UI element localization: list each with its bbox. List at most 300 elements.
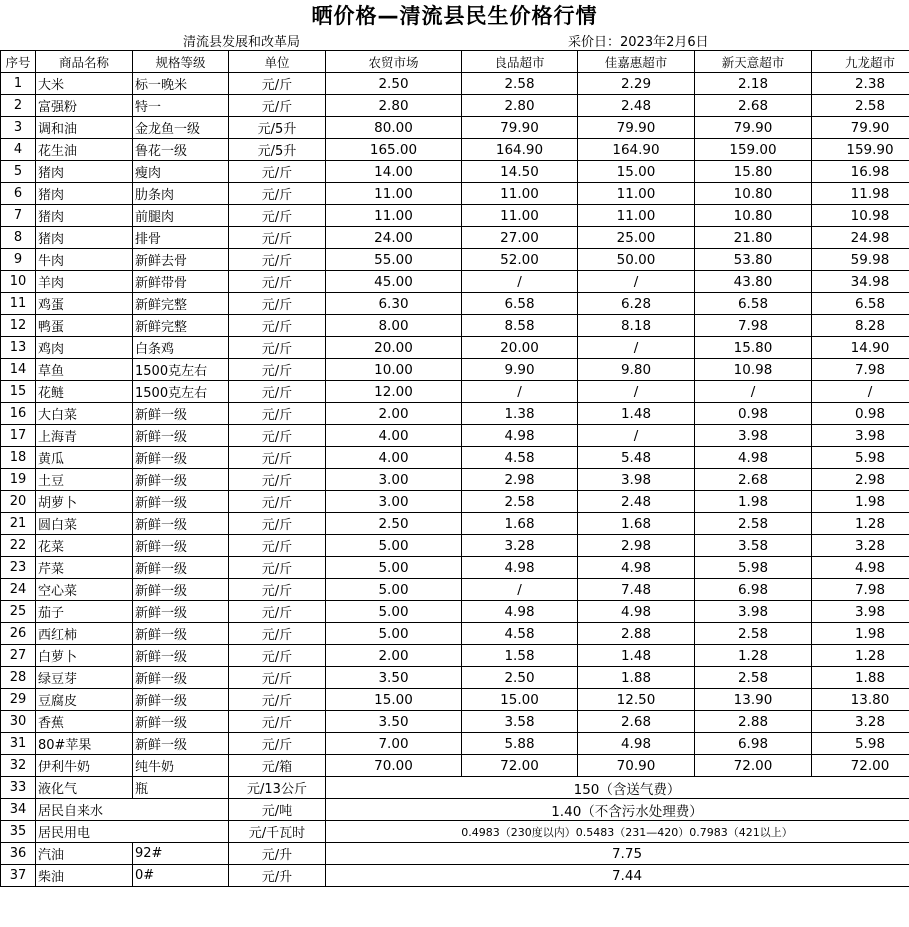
item-unit: 元/斤 xyxy=(229,469,326,491)
price-cell: 2.98 xyxy=(812,469,909,491)
table-row xyxy=(1,117,909,139)
row-number: 23 xyxy=(1,557,36,579)
price-cell: 9.90 xyxy=(462,359,578,381)
item-unit: 元/5升 xyxy=(229,117,326,139)
price-cell: 59.98 xyxy=(812,249,909,271)
row-number: 33 xyxy=(1,777,36,799)
item-name: 大米 xyxy=(36,73,133,95)
price-cell: 14.50 xyxy=(462,161,578,183)
price-cell: 4.00 xyxy=(326,425,462,447)
item-name: 大白菜 xyxy=(36,403,133,425)
item-name: 富强粉 xyxy=(36,95,133,117)
item-name: 液化气 xyxy=(36,777,133,799)
header-unit: 单位 xyxy=(229,51,326,73)
price-cell: 10.98 xyxy=(695,359,812,381)
price-cell: 2.58 xyxy=(812,95,909,117)
item-unit: 元/斤 xyxy=(229,623,326,645)
price-cell: 15.00 xyxy=(462,689,578,711)
page-title: 晒价格—清流县民生价格行情 xyxy=(311,4,598,28)
price-cell: 3.28 xyxy=(812,535,909,557)
item-spec: 新鲜一级 xyxy=(133,711,229,733)
price-cell: 6.58 xyxy=(695,293,812,315)
price-cell: 11.00 xyxy=(578,183,695,205)
price-cell: / xyxy=(462,381,578,403)
price-cell: 7.98 xyxy=(695,315,812,337)
price-cell: / xyxy=(578,381,695,403)
row-number: 36 xyxy=(1,843,36,865)
table-row xyxy=(1,425,909,447)
item-spec: 新鲜带骨 xyxy=(133,271,229,293)
price-cell: 11.98 xyxy=(812,183,909,205)
price-cell: 2.58 xyxy=(695,623,812,645)
price-cell: 165.00 xyxy=(326,139,462,161)
price-cell: 159.90 xyxy=(812,139,909,161)
row-number: 18 xyxy=(1,447,36,469)
table-row xyxy=(1,95,909,117)
row-number: 7 xyxy=(1,205,36,227)
table-row xyxy=(1,227,909,249)
item-unit: 元/斤 xyxy=(229,491,326,513)
table-row xyxy=(1,403,909,425)
price-cell: / xyxy=(462,271,578,293)
price-cell: 55.00 xyxy=(326,249,462,271)
item-unit: 元/斤 xyxy=(229,513,326,535)
price-cell: 2.68 xyxy=(695,95,812,117)
item-unit: 元/斤 xyxy=(229,381,326,403)
subheader xyxy=(0,30,909,50)
item-unit: 元/斤 xyxy=(229,711,326,733)
price-cell: 5.48 xyxy=(578,447,695,469)
item-spec: 新鲜一级 xyxy=(133,557,229,579)
item-spec: 0# xyxy=(133,865,229,887)
price-cell: 2.68 xyxy=(695,469,812,491)
row-number: 11 xyxy=(1,293,36,315)
price-cell: 4.98 xyxy=(812,557,909,579)
price-cell: 11.00 xyxy=(578,205,695,227)
price-cell: 70.90 xyxy=(578,755,695,777)
item-unit: 元/斤 xyxy=(229,601,326,623)
item-name: 伊利牛奶 xyxy=(36,755,133,777)
merged-price-cell: 7.75 xyxy=(326,843,909,865)
item-name: 花生油 xyxy=(36,139,133,161)
price-cell: 20.00 xyxy=(326,337,462,359)
table-row xyxy=(1,579,909,601)
price-cell: 2.18 xyxy=(695,73,812,95)
item-name: 上海青 xyxy=(36,425,133,447)
row-number: 30 xyxy=(1,711,36,733)
price-cell: 5.00 xyxy=(326,601,462,623)
price-cell: 2.88 xyxy=(578,623,695,645)
price-cell: 2.58 xyxy=(462,73,578,95)
item-name: 空心菜 xyxy=(36,579,133,601)
item-spec: 新鲜一级 xyxy=(133,601,229,623)
item-spec: 新鲜一级 xyxy=(133,469,229,491)
row-number: 25 xyxy=(1,601,36,623)
header-market: 农贸市场 xyxy=(326,51,462,73)
item-spec: 特一 xyxy=(133,95,229,117)
price-cell: 7.98 xyxy=(812,579,909,601)
item-unit: 元/斤 xyxy=(229,315,326,337)
price-cell: 1.28 xyxy=(812,513,909,535)
table-row xyxy=(1,733,909,755)
item-name: 芹菜 xyxy=(36,557,133,579)
item-unit: 元/斤 xyxy=(229,249,326,271)
price-cell: 2.80 xyxy=(326,95,462,117)
table-row xyxy=(1,689,909,711)
row-number: 34 xyxy=(1,799,36,821)
price-cell: 10.98 xyxy=(812,205,909,227)
price-cell: 10.80 xyxy=(695,205,812,227)
price-cell: 15.80 xyxy=(695,337,812,359)
price-cell: 5.98 xyxy=(812,447,909,469)
item-spec: 鲁花一级 xyxy=(133,139,229,161)
price-cell: 1.68 xyxy=(462,513,578,535)
row-number: 10 xyxy=(1,271,36,293)
item-unit: 元/升 xyxy=(229,843,326,865)
price-cell: 11.00 xyxy=(326,205,462,227)
table-row xyxy=(1,711,909,733)
price-cell: 8.18 xyxy=(578,315,695,337)
price-cell: 8.28 xyxy=(812,315,909,337)
row-number: 14 xyxy=(1,359,36,381)
item-name: 圆白菜 xyxy=(36,513,133,535)
row-number: 8 xyxy=(1,227,36,249)
item-unit: 元/斤 xyxy=(229,579,326,601)
item-unit: 元/斤 xyxy=(229,689,326,711)
item-name: 土豆 xyxy=(36,469,133,491)
item-spec: 新鲜一级 xyxy=(133,491,229,513)
table-row xyxy=(1,469,909,491)
table-row xyxy=(1,777,909,799)
row-number: 3 xyxy=(1,117,36,139)
price-cell: 2.00 xyxy=(326,403,462,425)
item-spec: 新鲜一级 xyxy=(133,425,229,447)
price-cell: 20.00 xyxy=(462,337,578,359)
price-cell: 11.00 xyxy=(462,205,578,227)
item-spec: 标一晚米 xyxy=(133,73,229,95)
merged-price-cell: 7.44 xyxy=(326,865,909,887)
price-cell: 5.00 xyxy=(326,535,462,557)
table-row xyxy=(1,645,909,667)
price-cell: 4.58 xyxy=(462,623,578,645)
price-cell: 70.00 xyxy=(326,755,462,777)
row-number: 20 xyxy=(1,491,36,513)
price-cell: 4.98 xyxy=(695,447,812,469)
price-cell: / xyxy=(812,381,909,403)
row-number: 9 xyxy=(1,249,36,271)
price-cell: 10.80 xyxy=(695,183,812,205)
price-cell: 3.98 xyxy=(695,425,812,447)
price-cell: / xyxy=(578,425,695,447)
row-number: 17 xyxy=(1,425,36,447)
item-spec: 1500克左右 xyxy=(133,381,229,403)
item-name: 茄子 xyxy=(36,601,133,623)
price-cell: 3.58 xyxy=(462,711,578,733)
item-unit: 元/斤 xyxy=(229,535,326,557)
price-cell: 12.50 xyxy=(578,689,695,711)
price-cell: 72.00 xyxy=(695,755,812,777)
item-name: 牛肉 xyxy=(36,249,133,271)
table-row xyxy=(1,359,909,381)
item-unit: 元/斤 xyxy=(229,183,326,205)
item-name: 居民自来水 xyxy=(36,799,229,821)
price-cell: 3.98 xyxy=(812,601,909,623)
row-number: 35 xyxy=(1,821,36,843)
price-cell: 3.98 xyxy=(578,469,695,491)
price-cell: 14.00 xyxy=(326,161,462,183)
price-cell: 43.80 xyxy=(695,271,812,293)
table-header-row xyxy=(1,51,909,73)
row-number: 24 xyxy=(1,579,36,601)
price-cell: 1.38 xyxy=(462,403,578,425)
price-cell: 3.28 xyxy=(462,535,578,557)
item-name: 草鱼 xyxy=(36,359,133,381)
price-cell: 53.80 xyxy=(695,249,812,271)
price-cell: 0.98 xyxy=(812,403,909,425)
merged-price-cell: 0.4983（230度以内）0.5483（231—420）0.7983（421以上） xyxy=(326,821,909,843)
item-name: 绿豆芽 xyxy=(36,667,133,689)
price-cell: 4.98 xyxy=(462,425,578,447)
item-unit: 元/斤 xyxy=(229,205,326,227)
price-cell: 164.90 xyxy=(578,139,695,161)
table-row xyxy=(1,557,909,579)
table-row xyxy=(1,865,909,887)
price-cell: 9.80 xyxy=(578,359,695,381)
price-cell: 4.58 xyxy=(462,447,578,469)
price-cell: 2.50 xyxy=(326,513,462,535)
price-cell: 1.98 xyxy=(812,491,909,513)
item-name: 柴油 xyxy=(36,865,133,887)
row-number: 6 xyxy=(1,183,36,205)
price-cell: 3.98 xyxy=(695,601,812,623)
price-cell: 1.88 xyxy=(578,667,695,689)
item-name: 居民用电 xyxy=(36,821,229,843)
row-number: 29 xyxy=(1,689,36,711)
table-row xyxy=(1,293,909,315)
price-cell: 1.68 xyxy=(578,513,695,535)
item-name: 猪肉 xyxy=(36,161,133,183)
merged-price-cell: 150（含送气费） xyxy=(326,777,909,799)
table-row xyxy=(1,73,909,95)
price-cell: 2.68 xyxy=(578,711,695,733)
item-name: 猪肉 xyxy=(36,205,133,227)
item-spec: 新鲜一级 xyxy=(133,689,229,711)
item-spec: 新鲜一级 xyxy=(133,645,229,667)
item-unit: 元/斤 xyxy=(229,95,326,117)
item-spec: 新鲜一级 xyxy=(133,667,229,689)
table-row xyxy=(1,755,909,777)
price-cell: 10.00 xyxy=(326,359,462,381)
collection-date: 采价日：2023年2月6日 xyxy=(568,35,709,50)
price-cell: 5.88 xyxy=(462,733,578,755)
price-cell: 3.28 xyxy=(812,711,909,733)
item-name: 西红柿 xyxy=(36,623,133,645)
price-cell: 16.98 xyxy=(812,161,909,183)
item-spec: 1500克左右 xyxy=(133,359,229,381)
price-cell: 24.98 xyxy=(812,227,909,249)
row-number: 31 xyxy=(1,733,36,755)
price-cell: 25.00 xyxy=(578,227,695,249)
table-row xyxy=(1,315,909,337)
price-cell: 12.00 xyxy=(326,381,462,403)
table-row xyxy=(1,491,909,513)
item-name: 白萝卜 xyxy=(36,645,133,667)
price-cell: / xyxy=(695,381,812,403)
header-jiulong: 九龙超市 xyxy=(812,51,909,73)
price-cell: 4.98 xyxy=(578,557,695,579)
item-unit: 元/斤 xyxy=(229,359,326,381)
price-cell: 1.48 xyxy=(578,403,695,425)
item-unit: 元/斤 xyxy=(229,645,326,667)
price-cell: 34.98 xyxy=(812,271,909,293)
price-cell: 72.00 xyxy=(462,755,578,777)
row-number: 32 xyxy=(1,755,36,777)
price-cell: 1.58 xyxy=(462,645,578,667)
price-cell: 5.00 xyxy=(326,623,462,645)
item-name: 花菜 xyxy=(36,535,133,557)
price-cell: 6.58 xyxy=(462,293,578,315)
price-cell: 2.38 xyxy=(812,73,909,95)
item-unit: 元/斤 xyxy=(229,733,326,755)
row-number: 22 xyxy=(1,535,36,557)
price-cell: 1.98 xyxy=(812,623,909,645)
item-name: 羊肉 xyxy=(36,271,133,293)
table-row xyxy=(1,249,909,271)
item-name: 猪肉 xyxy=(36,227,133,249)
table-row xyxy=(1,205,909,227)
price-cell: 5.98 xyxy=(695,557,812,579)
item-spec: 前腿肉 xyxy=(133,205,229,227)
price-cell: 6.98 xyxy=(695,579,812,601)
item-spec: 金龙鱼一级 xyxy=(133,117,229,139)
item-spec: 瘦肉 xyxy=(133,161,229,183)
price-cell: 8.58 xyxy=(462,315,578,337)
table-row xyxy=(1,447,909,469)
item-unit: 元/千瓦时 xyxy=(229,821,326,843)
price-cell: 1.88 xyxy=(812,667,909,689)
item-unit: 元/斤 xyxy=(229,667,326,689)
price-cell: 2.58 xyxy=(695,513,812,535)
price-cell: 2.00 xyxy=(326,645,462,667)
item-spec: 新鲜一级 xyxy=(133,733,229,755)
row-number: 19 xyxy=(1,469,36,491)
price-cell: 1.98 xyxy=(695,491,812,513)
item-spec: 新鲜一级 xyxy=(133,447,229,469)
price-cell: 2.80 xyxy=(462,95,578,117)
item-unit: 元/斤 xyxy=(229,227,326,249)
price-cell: 6.98 xyxy=(695,733,812,755)
item-unit: 元/斤 xyxy=(229,447,326,469)
item-unit: 元/斤 xyxy=(229,73,326,95)
item-name: 香蕉 xyxy=(36,711,133,733)
item-name: 豆腐皮 xyxy=(36,689,133,711)
price-cell: 3.50 xyxy=(326,667,462,689)
item-unit: 元/斤 xyxy=(229,337,326,359)
item-name: 汽油 xyxy=(36,843,133,865)
item-name: 黄瓜 xyxy=(36,447,133,469)
item-spec: 新鲜一级 xyxy=(133,535,229,557)
item-name: 鸡蛋 xyxy=(36,293,133,315)
item-unit: 元/斤 xyxy=(229,293,326,315)
table-row xyxy=(1,337,909,359)
item-spec: 瓶 xyxy=(133,777,229,799)
price-cell: 1.28 xyxy=(695,645,812,667)
row-number: 12 xyxy=(1,315,36,337)
item-spec: 92# xyxy=(133,843,229,865)
price-cell: 164.90 xyxy=(462,139,578,161)
table-row xyxy=(1,183,909,205)
price-cell: 2.48 xyxy=(578,95,695,117)
item-name: 猪肉 xyxy=(36,183,133,205)
item-name: 花鲢 xyxy=(36,381,133,403)
row-number: 28 xyxy=(1,667,36,689)
item-unit: 元/斤 xyxy=(229,271,326,293)
price-cell: 14.90 xyxy=(812,337,909,359)
item-unit: 元/斤 xyxy=(229,425,326,447)
price-cell: 7.48 xyxy=(578,579,695,601)
price-cell: 5.00 xyxy=(326,579,462,601)
price-cell: 2.58 xyxy=(695,667,812,689)
price-cell: 2.48 xyxy=(578,491,695,513)
price-cell: 5.00 xyxy=(326,557,462,579)
header-xintianyi: 新天意超市 xyxy=(695,51,812,73)
price-cell: 2.50 xyxy=(462,667,578,689)
price-cell: 11.00 xyxy=(462,183,578,205)
row-number: 37 xyxy=(1,865,36,887)
item-spec: 新鲜一级 xyxy=(133,579,229,601)
organization-label: 清流县发展和改革局 xyxy=(183,35,301,50)
price-cell: 80.00 xyxy=(326,117,462,139)
price-cell: 1.48 xyxy=(578,645,695,667)
item-name: 胡萝卜 xyxy=(36,491,133,513)
price-cell: 15.80 xyxy=(695,161,812,183)
header-liangpin: 良品超市 xyxy=(462,51,578,73)
price-cell: 72.00 xyxy=(812,755,909,777)
price-cell: 15.00 xyxy=(578,161,695,183)
price-cell: 79.90 xyxy=(578,117,695,139)
price-cell: 52.00 xyxy=(462,249,578,271)
item-name: 调和油 xyxy=(36,117,133,139)
table-row xyxy=(1,623,909,645)
table-row xyxy=(1,799,909,821)
table-row xyxy=(1,601,909,623)
price-cell: 4.98 xyxy=(462,601,578,623)
item-spec: 白条鸡 xyxy=(133,337,229,359)
price-cell: 2.29 xyxy=(578,73,695,95)
table-row xyxy=(1,271,909,293)
row-number: 4 xyxy=(1,139,36,161)
price-cell: 13.90 xyxy=(695,689,812,711)
price-cell: 3.00 xyxy=(326,491,462,513)
price-cell: 2.98 xyxy=(578,535,695,557)
price-cell: 7.00 xyxy=(326,733,462,755)
item-unit: 元/13公斤 xyxy=(229,777,326,799)
table-row xyxy=(1,535,909,557)
item-spec: 新鲜一级 xyxy=(133,623,229,645)
price-cell: 8.00 xyxy=(326,315,462,337)
header-name: 商品名称 xyxy=(36,51,133,73)
item-name: 鸡肉 xyxy=(36,337,133,359)
item-name: 80#苹果 xyxy=(36,733,133,755)
price-cell: 3.00 xyxy=(326,469,462,491)
table-row xyxy=(1,161,909,183)
price-cell: 4.00 xyxy=(326,447,462,469)
table-row xyxy=(1,821,909,843)
item-spec: 排骨 xyxy=(133,227,229,249)
table-body xyxy=(1,73,909,887)
price-cell: / xyxy=(578,337,695,359)
header-spec: 规格等级 xyxy=(133,51,229,73)
